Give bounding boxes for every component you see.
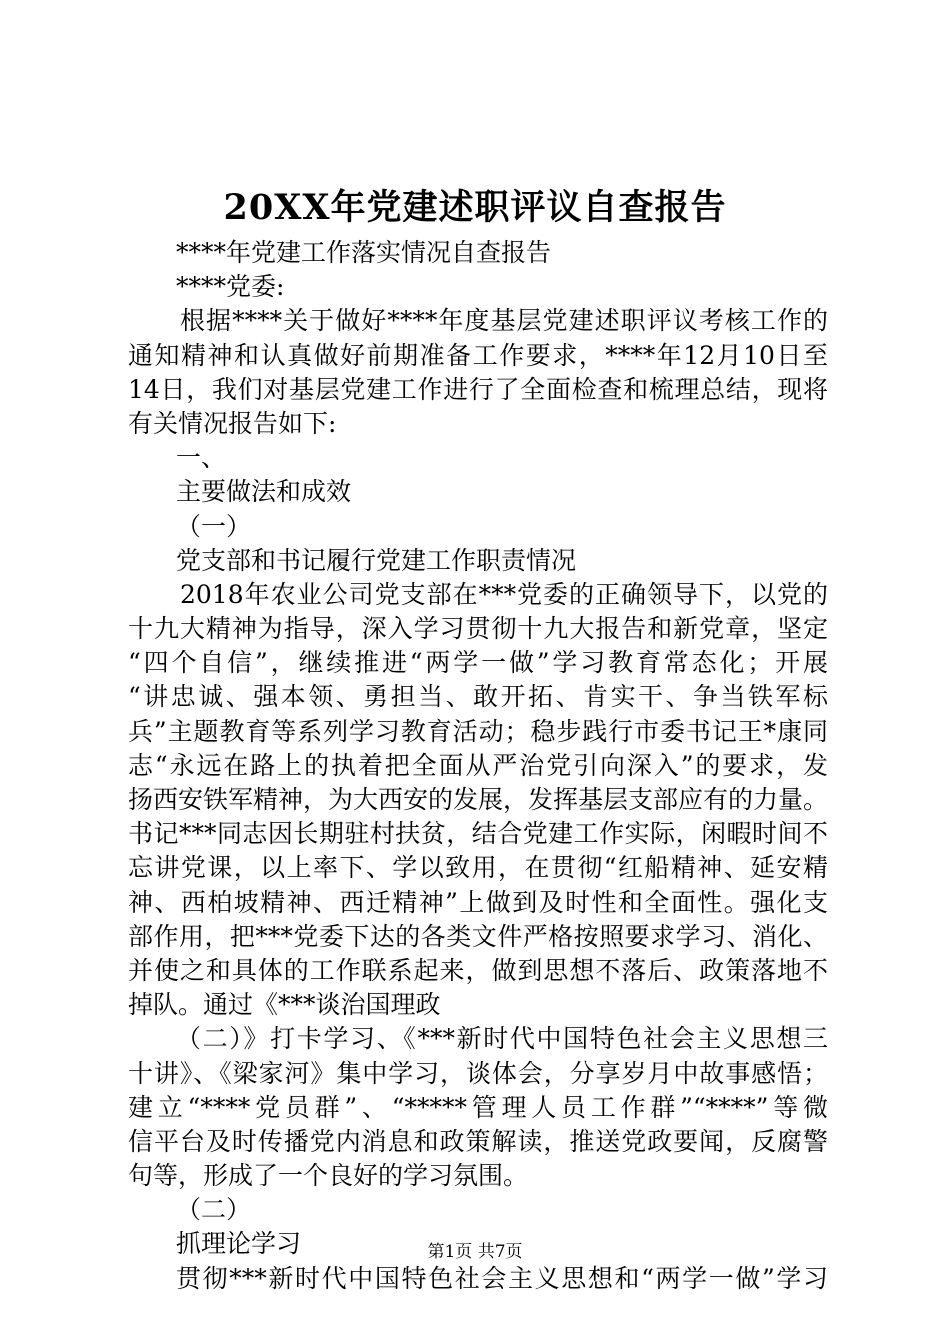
paragraph-line: （二）》打卡学习、《***新时代中国特色社会主义思想三 [176,1024,828,1054]
paragraph-line: 2018年农业公司党支部在***党委的正确领导下，以党的 [180,579,828,609]
salutation-line: ****党委: [176,272,285,302]
paragraph-line: 十九大精神为指导，深入学习贯彻十九大报告和新党章，坚定 [128,614,828,644]
document-body [128,236,828,1296]
paragraph-line: 贯彻***新时代中国特色社会主义思想和“两学一做”学习 [176,1263,828,1293]
paragraph-line: 书记***同志因长期驻村扶贫，结合党建工作实际，闲暇时间不 [128,819,828,849]
paragraph-line: 部作用，把***党委下达的各类文件严格按照要求学习、消化、 [128,921,828,951]
document-title: 20XX年党建述职评议自查报告 [223,187,727,228]
subsection-number: （二） [176,1195,252,1225]
paragraph-line: 忘讲党课，以上率下、学以致用，在贯彻“红船精神、延安精 [128,853,828,883]
section-heading: 主要做法和成效 [176,477,352,507]
subtitle-line: ****年党建工作落实情况自查报告 [176,238,552,267]
paragraph-line: 并使之和具体的工作联系起来，做到思想不落后、政策落地不 [128,955,828,985]
paragraph-line: “讲忠诚、强本领、勇担当、敢开拓、肯实干、争当铁军标 [128,682,828,712]
paragraph-line: 信平台及时传播党内消息和政策解读，推送党政要闻，反腐警 [128,1126,828,1156]
paragraph-line: 根据****关于做好****年度基层党建述职评议考核工作的 [180,306,828,336]
paragraph-line: 神、西柏坡精神、西迁精神”上做到及时性和全面性。强化支 [128,887,828,917]
paragraph-line: 建立“****党员群”、“*****管理人员工作群”“****”等微 [128,1092,828,1122]
paragraph-line: 扬西安铁军精神，为大西安的发展，发挥基层支部应有的力量。 [128,785,829,814]
subsection-number: （一） [176,511,252,541]
paragraph-line: 掉队。通过《***谈治国理政 [128,990,441,1020]
paragraph-line: 14日，我们对基层党建工作进行了全面检查和梳理总结，现将 [128,374,828,404]
page-footer: 第1页 共7页 [427,1242,523,1262]
paragraph-line: 有关情况报告如下: [128,408,337,438]
paragraph-line: 句等，形成了一个良好的学习氛围。 [128,1161,529,1191]
section-number: 一、 [176,443,227,473]
paragraph-line: 十讲》、《梁家河》集中学习，谈体会，分享岁月中故事感悟； [128,1058,828,1088]
paragraph-line: 兵”主题教育等系列学习教育活动；稳步践行市委书记王*康同 [128,716,828,746]
paragraph-line: 通知精神和认真做好前期准备工作要求，****年12月10日至 [128,340,828,370]
subsection-heading: 党支部和书记履行党建工作职责情况 [176,545,577,575]
paragraph-line: 志“永远在路上的执着把全面从严治党引向深入”的要求，发 [128,750,828,780]
paragraph-line: “四个自信”，继续推进“两学一做”学习教育常态化；开展 [128,648,828,678]
subsection-heading: 抓理论学习 [176,1229,302,1259]
